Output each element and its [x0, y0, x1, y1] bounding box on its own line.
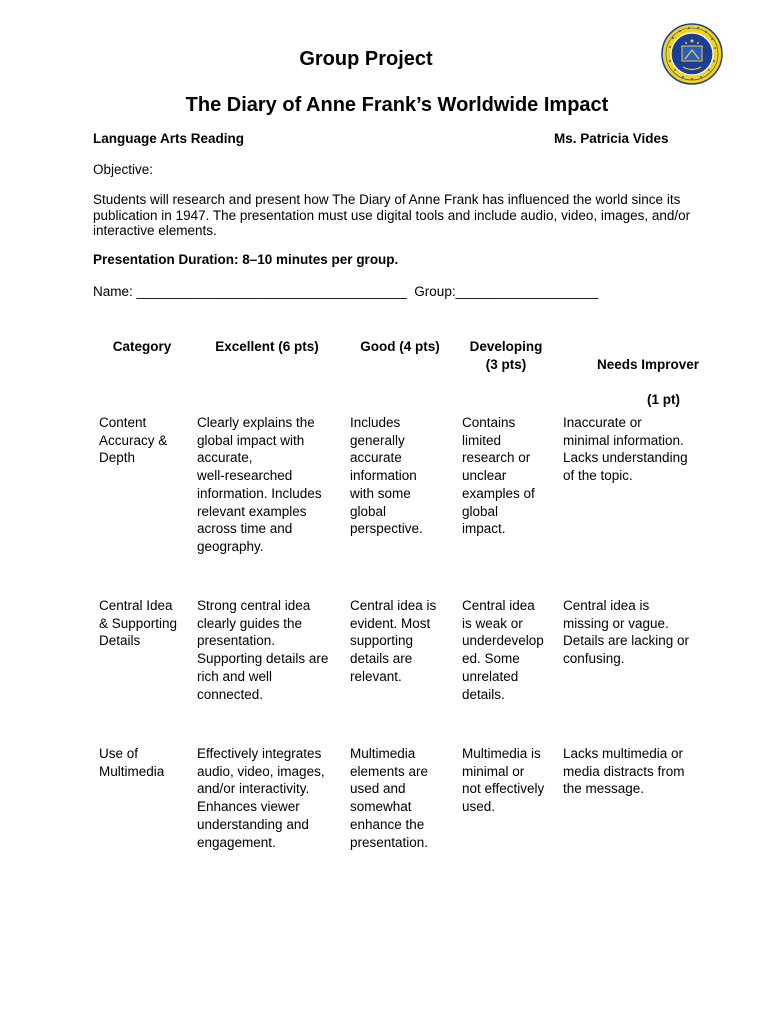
- rubric-cell-needs-improvement: Lacks multimedia or media distracts from the message.: [563, 746, 685, 797]
- objective-text: Students will research and present how The Diary of Anne Frank has influenced the world since its publication in 1947. The presentation must use digital tools and include audio, video, images, and/or interactive elements.: [93, 192, 691, 238]
- course-name: Language Arts Reading: [93, 131, 245, 146]
- name-group-fill-line: Name: ____________________________________ Group:___________________: [93, 284, 599, 299]
- rubric-cell-good: Multimedia elements are used and somewhat enhance the presentation.: [350, 746, 429, 850]
- rubric-cell-good: Central idea is evident. Most supporting details are relevant.: [350, 598, 437, 684]
- rubric-cell-needs-improvement: Central idea is missing or vague. Details are lacking or confusing.: [563, 598, 690, 667]
- rubric-header-excellent: Excellent (6 pts): [215, 339, 319, 354]
- rubric-header-needs-improvement: [586, 338, 768, 426]
- rubric-header-needs-improvement-line: Needs Improver: [597, 356, 700, 372]
- objective-label: Objective:: [93, 162, 154, 177]
- document-subtitle: The Diary of Anne Frank’s Worldwide Impact: [185, 94, 609, 116]
- rubric-row-category: Central Idea & Supporting Details: [99, 598, 178, 649]
- rubric-header-category: Category: [112, 339, 172, 354]
- rubric-header-good: Good (4 pts): [360, 339, 440, 354]
- rubric-cell-excellent: Clearly explains the global impact with accurate, well-researched information. Includes relevant examples across time and geography.: [197, 415, 322, 554]
- rubric-cell-developing: Contains limited research or unclear examples of global impact.: [462, 415, 535, 537]
- rubric-header-needs-improvement-points: (1 pt): [647, 391, 680, 407]
- presentation-duration: Presentation Duration: 8–10 minutes per group.: [93, 252, 399, 267]
- rubric-cell-developing: Central idea is weak or underdevelop ed. Some unrelated details.: [462, 598, 544, 702]
- rubric-cell-excellent: Effectively integrates audio, video, images, and/or interactivity. Enhances viewer understanding and engagement.: [197, 746, 325, 850]
- rubric-cell-good: Includes generally accurate information with some global perspective.: [350, 415, 423, 537]
- rubric-row-category: Content Accuracy & Depth: [99, 415, 168, 466]
- rubric-row-category: Use of Multimedia: [99, 746, 165, 779]
- teacher-name: Ms. Patricia Vides: [554, 131, 669, 146]
- rubric-cell-needs-improvement: Inaccurate or minimal information. Lacks understanding of the topic.: [563, 415, 688, 484]
- rubric-header-developing: Developing (3 pts): [469, 339, 543, 372]
- rubric-cell-excellent: Strong central idea clearly guides the presentation. Supporting details are rich and well connected.: [197, 598, 329, 702]
- page-title: Group Project: [299, 48, 433, 70]
- rubric-cell-developing: Multimedia is minimal or not effectively used.: [462, 746, 545, 815]
